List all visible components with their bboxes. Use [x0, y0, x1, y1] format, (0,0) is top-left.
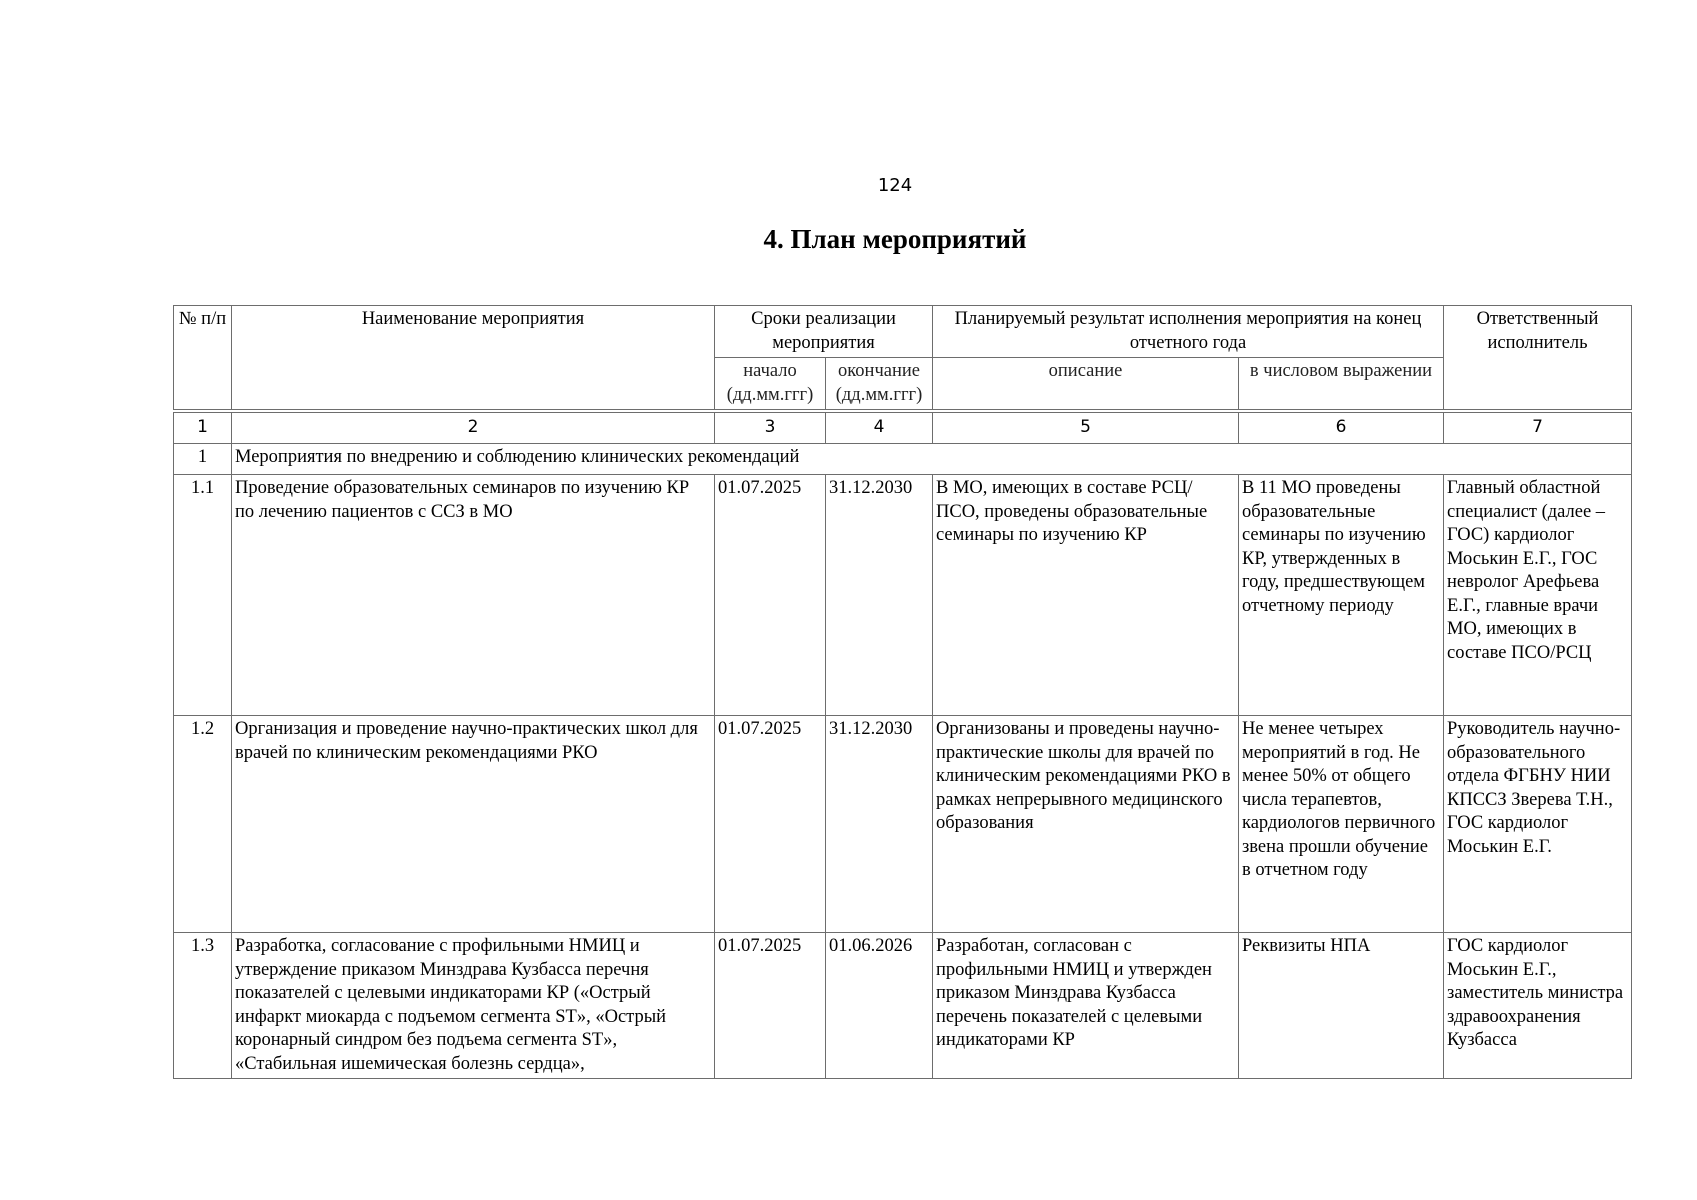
row-end: 31.12.2030	[826, 716, 933, 933]
row-start: 01.07.2025	[715, 933, 826, 1079]
row-numeric: Не менее четырех мероприятий в год. Не менее 50% от общего числа терапевтов, кардиологов первичного звена прошли обучение в отчетном году	[1239, 716, 1444, 933]
row-start: 01.07.2025	[715, 475, 826, 716]
header-start: начало (дд.мм.ггг)	[715, 358, 826, 410]
page-title: 4. План мероприятий	[763, 224, 1027, 254]
header-result: Планируемый результат исполнения мероприятия на конец отчетного года	[933, 306, 1444, 358]
column-number: 1	[174, 413, 232, 444]
row-start: 01.07.2025	[715, 716, 826, 933]
row-num: 1.1	[174, 475, 232, 716]
row-numeric: В 11 МО проведены образовательные семинары по изучению КР, утвержденных в году, предшествующем отчетному периоду	[1239, 475, 1444, 716]
table-row	[174, 475, 1632, 716]
header-name: Наименование мероприятия	[232, 306, 715, 410]
row-end: 01.06.2026	[826, 933, 933, 1079]
header-terms: Сроки реализации мероприятия	[715, 306, 933, 358]
header-description: описание	[933, 358, 1239, 410]
section-row	[174, 444, 1632, 475]
header-end: окончание (дд.мм.ггг)	[826, 358, 933, 410]
section-num: 1	[174, 444, 232, 475]
row-responsible: ГОС кардиолог Моськин Е.Г., заместитель министра здравоохранения Кузбасса	[1444, 933, 1632, 1079]
column-number: 3	[715, 413, 826, 444]
row-numeric: Реквизиты НПА	[1239, 933, 1444, 1079]
row-num: 1.3	[174, 933, 232, 1079]
row-description: Организованы и проведены научно-практические школы для врачей по клиническим рекомендациями РКО в рамках непрерывного медицинского образования	[933, 716, 1239, 933]
row-end: 31.12.2030	[826, 475, 933, 716]
header-numeric: в числовом выражении	[1239, 358, 1444, 410]
section-title: Мероприятия по внедрению и соблюдению клинических рекомендаций	[232, 444, 1632, 475]
row-description: Разработан, согласован с профильными НМИЦ и утвержден приказом Минздрава Кузбасса перечень показателей с целевыми индикаторами КР	[933, 933, 1239, 1079]
header-responsible: Ответственный исполнитель	[1444, 306, 1632, 410]
page-number: 124	[877, 175, 913, 196]
column-number-row	[174, 413, 1632, 444]
row-responsible: Руководитель научно-образовательного отдела ФГБНУ НИИ КПССЗ Зверева Т.Н., ГОС кардиолог Моськин Е.Г.	[1444, 716, 1632, 933]
table-row	[174, 933, 1632, 1079]
row-responsible: Главный областной специалист (далее – ГОС) кардиолог Моськин Е.Г., ГОС невролог Арефьева Е.Г., главные врачи МО, имеющих в составе ПСО/РСЦ	[1444, 475, 1632, 716]
column-number: 5	[933, 413, 1239, 444]
row-description: В МО, имеющих в составе РСЦ/ПСО, проведены образовательные семинары по изучению КР	[933, 475, 1239, 716]
column-number: 6	[1239, 413, 1444, 444]
row-name: Проведение образовательных семинаров по изучению КР по лечению пациентов с ССЗ в МО	[232, 475, 715, 716]
column-number: 2	[232, 413, 715, 444]
column-number: 4	[826, 413, 933, 444]
row-name: Организация и проведение научно-практических школ для врачей по клиническим рекомендациями РКО	[232, 716, 715, 933]
header-num: № п/п	[174, 306, 232, 410]
action-plan-table	[173, 305, 1632, 1079]
row-num: 1.2	[174, 716, 232, 933]
row-name: Разработка, согласование с профильными НМИЦ и утверждение приказом Минздрава Кузбасса перечня показателей с целевыми индикаторами КР («Острый инфаркт миокарда с подъемом сегмента ST», «Острый коронарный синдром без подъема сегмента ST», «Стабильная ишемическая болезнь сердца»,	[232, 933, 715, 1079]
header-row	[174, 306, 1632, 358]
column-number: 7	[1444, 413, 1632, 444]
table-row	[174, 716, 1632, 933]
